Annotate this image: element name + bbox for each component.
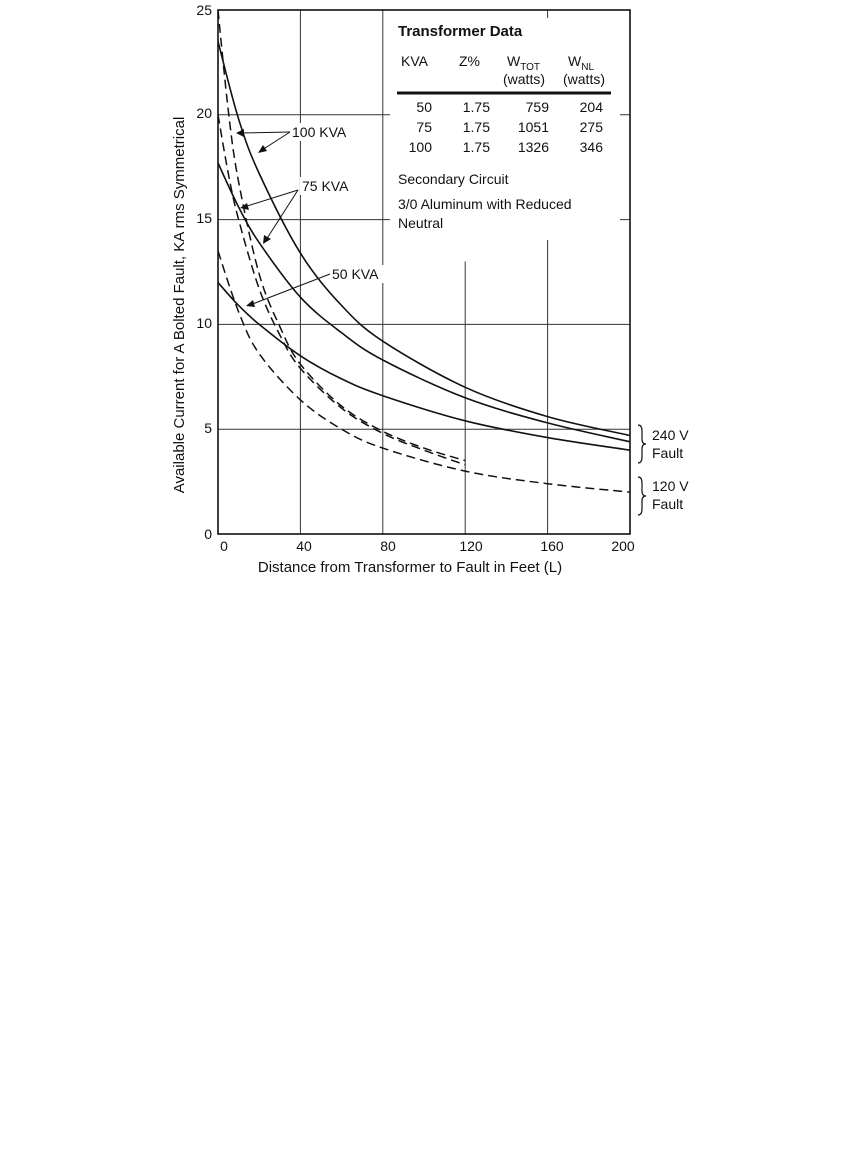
- header-wnl-unit: (watts): [563, 71, 605, 87]
- y-tick-label: 10: [196, 315, 212, 331]
- x-tick-label: 80: [380, 538, 396, 554]
- brace-240v: [638, 425, 646, 463]
- x-tick-label: 40: [296, 538, 312, 554]
- label-75-kva: 75 KVA: [302, 178, 349, 194]
- table-title: Transformer Data: [398, 23, 523, 40]
- fault-labels: [638, 425, 689, 515]
- y-tick-label: 25: [196, 2, 212, 18]
- circuit-note: Neutral: [398, 215, 444, 231]
- x-axis-title: Distance from Transformer to Fault in Feet (L): [257, 559, 563, 576]
- label-50-kva: 50 KVA: [332, 266, 379, 282]
- wtot-sub: TOT: [520, 62, 541, 73]
- arrow-head: [236, 129, 244, 137]
- y-tick-label: 5: [204, 420, 212, 436]
- header-z: Z%: [459, 53, 480, 69]
- header-wtot-unit: (watts): [503, 71, 545, 87]
- header-kva: KVA: [401, 53, 428, 69]
- arrow-head: [246, 300, 255, 307]
- table-cell: 346: [579, 139, 603, 155]
- table-cell: 1.75: [462, 119, 490, 135]
- table-cell: 1051: [517, 119, 549, 135]
- wnl-main: W: [568, 53, 582, 69]
- table-cell: 100: [408, 139, 432, 155]
- x-tick-labels: [220, 538, 635, 554]
- y-tick-label: 0: [204, 526, 212, 542]
- y-axis-title: Available Current for A Bolted Fault, KA rms Symmetrical: [171, 116, 188, 494]
- table-cell: 1.75: [462, 99, 490, 115]
- table-cell: 75: [416, 119, 432, 135]
- leader-line: [262, 132, 290, 150]
- table-cell: 1.75: [462, 139, 490, 155]
- leader-line: [250, 274, 330, 305]
- leader-line: [244, 190, 298, 207]
- wnl-sub: NL: [581, 62, 595, 73]
- fault-240v-label: 240 V: [652, 427, 689, 443]
- y-tick-label: 15: [196, 210, 212, 226]
- brace-120v: [638, 477, 646, 515]
- x-tick-label: 160: [540, 538, 564, 554]
- y-tick-label: 20: [196, 105, 212, 121]
- fault-240v-label: Fault: [652, 445, 684, 461]
- circuit-note: Secondary Circuit: [398, 171, 509, 187]
- fault-120v-label: Fault: [652, 496, 684, 512]
- transformer-data-table: [390, 18, 620, 240]
- series-line-50-kva-120v: [218, 251, 630, 492]
- fault-120v-label: 120 V: [652, 478, 689, 494]
- y-tick-labels: [196, 2, 212, 542]
- arrow-head: [258, 145, 267, 153]
- x-tick-label: 0: [220, 538, 228, 554]
- table-cell: 759: [525, 99, 549, 115]
- leader-line: [240, 132, 290, 133]
- x-tick-label: 120: [459, 538, 483, 554]
- arrow-head: [263, 235, 271, 244]
- wtot-main: W: [507, 53, 521, 69]
- x-tick-label: 200: [611, 538, 635, 554]
- arrow-head: [240, 203, 249, 210]
- table-cell: 204: [579, 99, 603, 115]
- circuit-note: 3/0 Aluminum with Reduced: [398, 196, 572, 212]
- table-cell: 1326: [517, 139, 549, 155]
- table-cell: 50: [416, 99, 432, 115]
- curve-annotations: [236, 123, 390, 307]
- table-cell: 275: [579, 119, 603, 135]
- label-100-kva: 100 KVA: [292, 124, 347, 140]
